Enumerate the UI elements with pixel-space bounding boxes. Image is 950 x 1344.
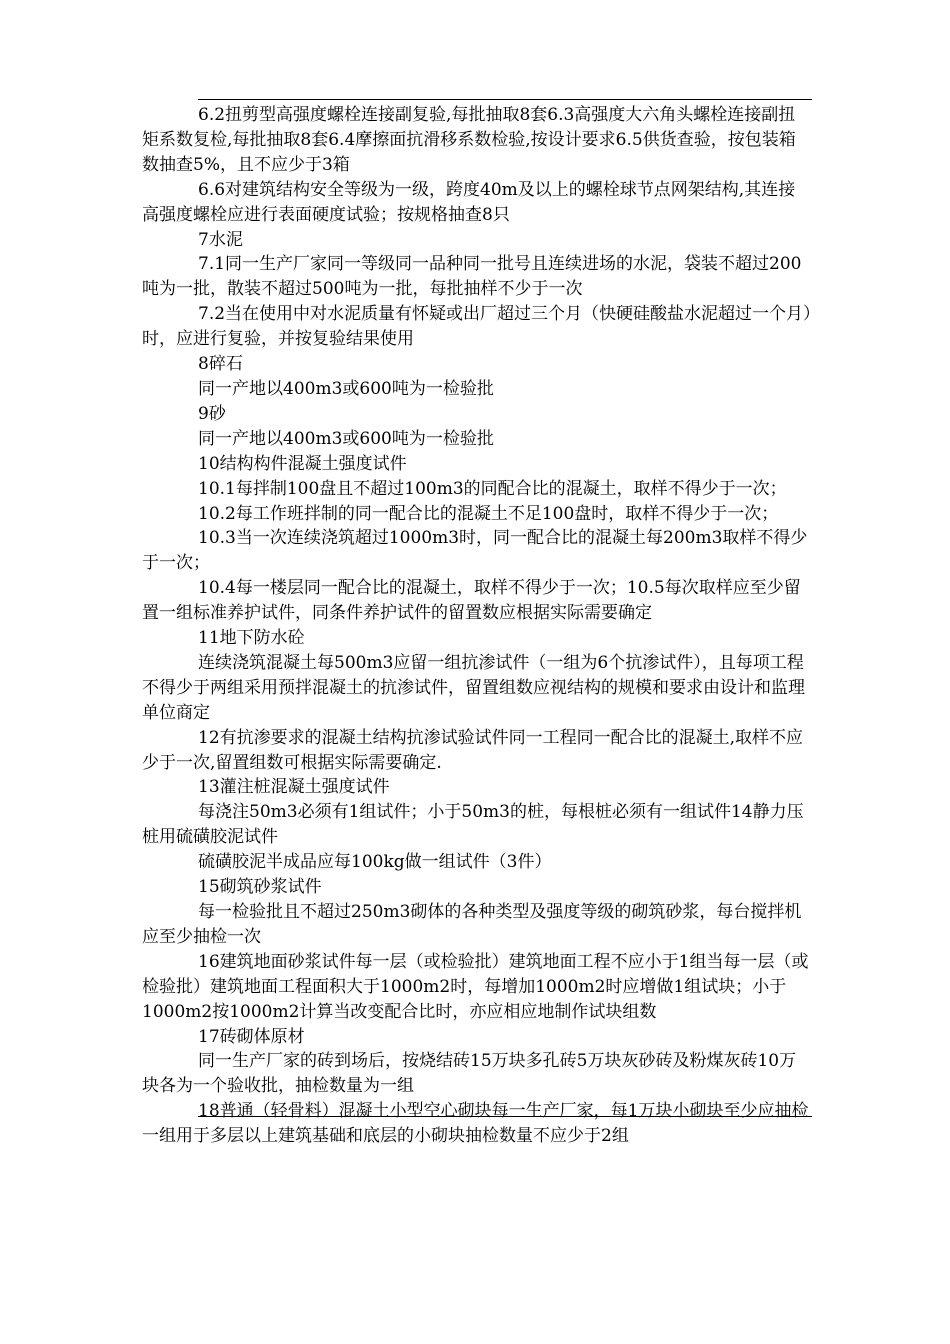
- header-rule: [198, 99, 812, 100]
- section-heading: 13灌注桩混凝土强度试件: [198, 777, 390, 798]
- paragraph: 7.2当在使用中对水泥质量有怀疑或出厂超过三个月（快硬硅酸盐水泥超过一个月）时，应进行复验，并按复验结果使用: [142, 304, 812, 350]
- paragraph: 6.6对建筑结构安全等级为一级，跨度40m及以上的螺栓球节点网架结构,其连接高强度螺栓应进行表面硬度试验；按规格抽查8只: [142, 179, 796, 225]
- paragraph: 6.2扭剪型高强度螺栓连接副复验,每批抽取8套6.3高强度大六角头螺栓连接副扭矩系数复检,每批抽取8套6.4摩擦面抗滑移系数检验,按设计要求6.5供货查验，按包装箱数抽查5%，且不应少于3箱: [142, 105, 796, 175]
- paragraph: 同一生产厂家的砖到场后，按烧结砖15万块多孔砖5万块灰砂砖及粉煤灰砖10万块各为一个验收批，抽检数量为一组: [142, 1051, 797, 1097]
- paragraph: 硫磺胶泥半成品应每100kg做一组试件（3件）: [198, 852, 552, 873]
- paragraph: 7.1同一生产厂家同一等级同一品种同一批号且连续进场的水泥，袋装不超过200吨为一批，散装不超过500吨为一批，每批抽样不少于一次: [142, 254, 802, 300]
- paragraph: 18普通（轻骨料）混凝土小型空心砌块每一生产厂家，每1万块小砌块至少应抽检一组用于多层以上建筑基础和底层的小砌块抽检数量不应少于2组: [142, 1101, 809, 1147]
- section-heading: 11地下防水砼: [198, 628, 305, 649]
- section-heading: 15砌筑砂浆试件: [198, 877, 322, 898]
- paragraph: 同一产地以400m3或600吨为一检验批: [198, 378, 494, 399]
- paragraph: 连续浇筑混凝土每500m3应留一组抗渗试件（一组为6个抗渗试件），且每项工程不得少于两组采用预拌混凝土的抗渗试件，留置组数应视结构的规模和要求由设计和监理单位商定: [142, 652, 805, 723]
- document-body: [142, 103, 812, 1149]
- paragraph: 10.3当一次连续浇筑超过1000m3时，同一配合比的混凝土每200m3取样不得少于一次；: [142, 528, 808, 574]
- paragraph: 每浇注50m3必须有1组试件；小于50m3的桩，每根桩必须有一组试件14静力压桩用硫磺胶泥试件: [142, 802, 804, 848]
- section-heading: 10结构构件混凝土强度试件: [198, 453, 407, 474]
- section-heading: 8碎石: [198, 354, 243, 375]
- paragraph: 10.1每拌制100盘且不超过100m3的同配合比的混凝土，取样不得少于一次；: [198, 478, 787, 499]
- paragraph: 16建筑地面砂浆试件每一层（或检验批）建筑地面工程不应小于1组当每一层（或检验批）建筑地面工程面积大于1000m2时，每增加1000m2时应增做1组试块；小于1000m2按1000m2计算当改变配合比时，亦应相应地制作试块组数: [142, 951, 809, 1022]
- paragraph: 同一产地以400m3或600吨为一检验批: [198, 428, 494, 449]
- section-heading: 7水泥: [198, 229, 243, 250]
- paragraph: 10.4每一楼层同一配合比的混凝土，取样不得少于一次；10.5每次取样应至少留置一组标准养护试件，同条件养护试件的留置数应根据实际需要确定: [142, 578, 801, 624]
- paragraph: 每一检验批且不超过250m3砌体的各种类型及强度等级的砌筑砂浆，每台搅拌机应至少抽检一次: [142, 902, 802, 947]
- paragraph: 12有抗渗要求的混凝土结构抗渗试验试件同一工程同一配合比的混凝土,取样不应少于一次,留置组数可根据实际需要确定.: [142, 727, 804, 773]
- paragraph: 10.2每工作班拌制的同一配合比的混凝土不足100盘时，取样不得少于一次；: [198, 503, 779, 524]
- section-heading: 9砂: [198, 403, 226, 424]
- section-heading: 17砖砌体原材: [198, 1026, 305, 1047]
